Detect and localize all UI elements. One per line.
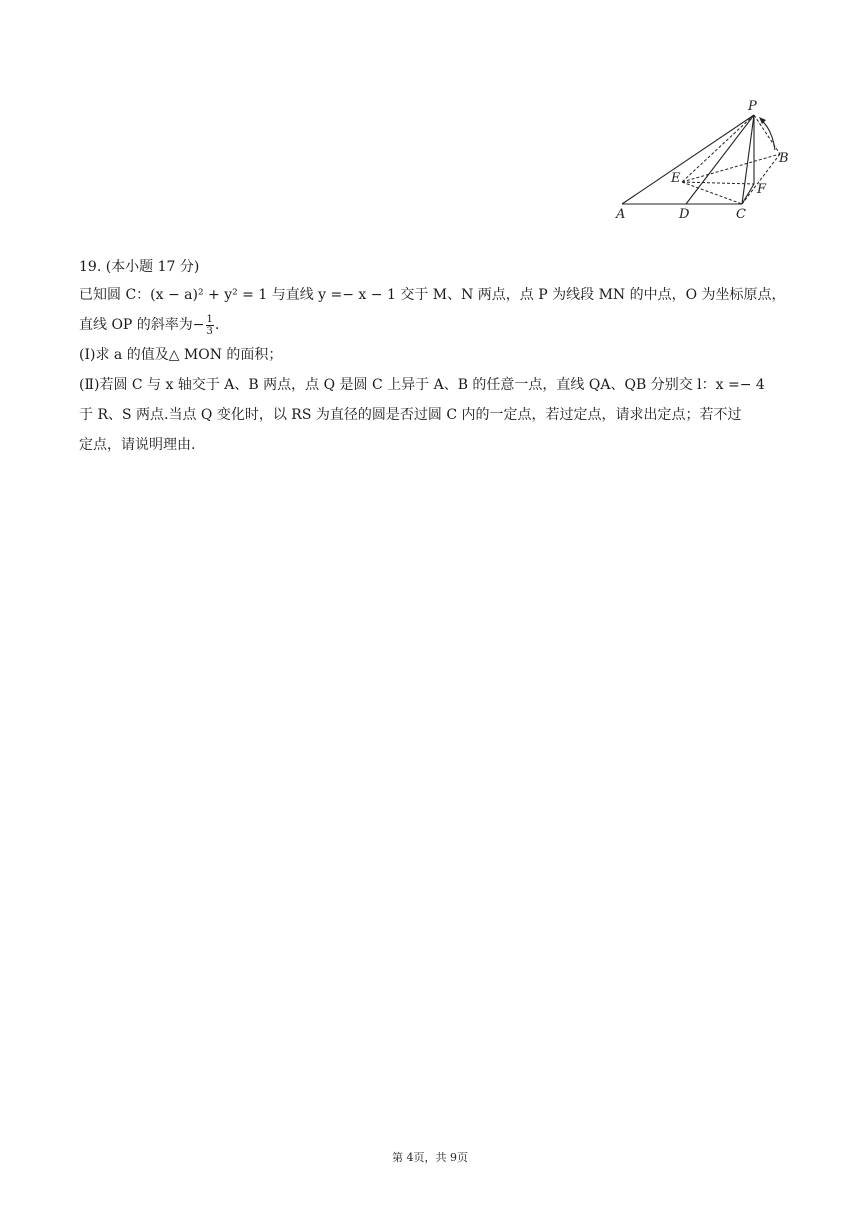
stem-line-2-suffix: .	[214, 317, 220, 333]
label-A: A	[616, 207, 626, 222]
arrow-head	[759, 117, 766, 124]
question-part-2-line-2: 于 R、S 两点.当点 Q 变化时，以 RS 为直径的圆是否过圆 C 内的一定点，若过定点，请求出定点；若不过	[79, 407, 742, 423]
edge-EC	[682, 182, 742, 204]
edge-PB	[754, 115, 780, 154]
label-P: P	[748, 99, 757, 114]
edge-EB	[682, 154, 780, 182]
fraction-denominator: 3	[206, 325, 213, 337]
fraction-numerator: 1	[206, 313, 213, 325]
label-D: D	[679, 207, 690, 222]
geometry-figure	[612, 96, 802, 226]
question-part-1: (Ⅰ)求 a 的值及△ MON 的面积；	[79, 347, 283, 363]
stem-line-2-prefix: 直线 OP 的斜率为−	[79, 317, 205, 333]
question-stem-line-2	[79, 310, 791, 340]
rotation-arrow	[761, 120, 775, 150]
slope-fraction	[206, 314, 214, 337]
question-stem-line-1: 已知圆 C：(x − a)² + y² = 1 与直线 y =− x − 1 交于 M、N 两点，点 P 为线段 MN 的中点，O 为坐标原点，	[79, 287, 786, 303]
label-C: C	[736, 207, 746, 222]
label-F: F	[757, 182, 767, 197]
pyramid-diagram	[612, 96, 802, 226]
edge-PA	[622, 115, 754, 204]
page-footer: 第 4页，共 9页	[392, 1151, 468, 1164]
question-header: 19. (本小题 17 分)	[79, 259, 200, 275]
question-part-2-line-3: 定点，请说明理由.	[79, 437, 196, 453]
label-B: B	[779, 151, 789, 166]
edge-EF	[682, 182, 754, 184]
label-E: E	[671, 171, 681, 186]
question-19	[79, 254, 791, 460]
question-part-2-line-1: (Ⅱ)若圆 C 与 x 轴交于 A、B 两点，点 Q 是圆 C 上异于 A、B 的任意一点，直线 QA、QB 分别交 l：x =− 4	[79, 377, 765, 393]
